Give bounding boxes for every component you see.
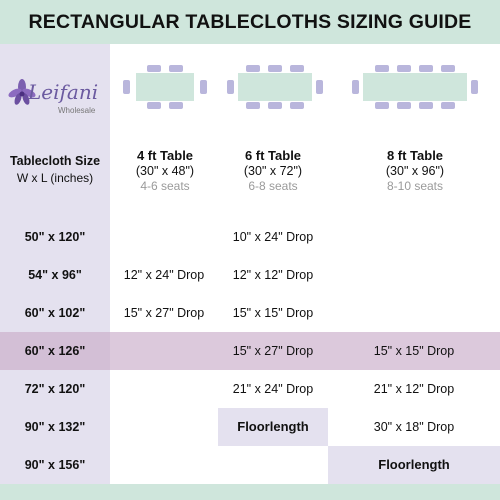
chair-icon	[200, 80, 207, 94]
fit-4ft	[110, 446, 218, 484]
chair-icon	[227, 80, 234, 94]
table-row-highlighted	[0, 332, 500, 370]
fit-6ft: 15" x 27" Drop	[232, 344, 314, 358]
table-header-4ft	[112, 148, 218, 193]
table-header-8ft	[330, 148, 500, 193]
chair-icon	[290, 65, 304, 72]
table-row	[0, 446, 500, 484]
fit-4ft: 12" x 24" Drop	[123, 268, 205, 282]
chair-icon	[397, 102, 411, 109]
chair-icon	[375, 102, 389, 109]
table-top	[136, 73, 194, 101]
table-top	[363, 73, 467, 101]
table-seats: 6-8 seats	[248, 179, 298, 193]
chair-icon	[316, 80, 323, 94]
fit-6ft: 10" x 24" Drop	[232, 230, 314, 244]
fit-6ft: 15" x 15" Drop	[232, 306, 314, 320]
fit-8ft: 21" x 12" Drop	[373, 382, 455, 396]
table-name: 8 ft Table	[386, 148, 444, 163]
brand-subtitle: Wholesale	[58, 106, 96, 115]
fit-4ft	[110, 332, 218, 370]
table-row	[0, 294, 500, 332]
brand-name: Leifani	[28, 80, 99, 104]
chair-icon	[441, 65, 455, 72]
table-row	[0, 218, 500, 256]
table-dimensions: (30" x 48")	[135, 164, 195, 178]
table-row	[0, 370, 500, 408]
table-top	[238, 73, 312, 101]
chair-icon	[268, 102, 282, 109]
chair-icon	[471, 80, 478, 94]
fit-8ft	[328, 218, 500, 256]
chair-icon	[397, 65, 411, 72]
chair-icon	[375, 65, 389, 72]
fit-4ft	[110, 218, 218, 256]
fit-4ft	[110, 370, 218, 408]
chair-icon	[352, 80, 359, 94]
fit-8ft	[328, 256, 500, 294]
table-row	[0, 256, 500, 294]
tablecloth-size: 60" x 102"	[24, 306, 86, 320]
table-header-6ft	[218, 148, 328, 193]
table-diagram-icon	[120, 62, 210, 112]
table-dimensions: (30" x 96")	[385, 164, 445, 178]
fit-6ft: 21" x 24" Drop	[232, 382, 314, 396]
footer-bar	[0, 484, 500, 500]
tablecloth-size: 72" x 120"	[24, 382, 86, 396]
fit-4ft: 15" x 27" Drop	[123, 306, 205, 320]
page-title: RECTANGULAR TABLECLOTHS SIZING GUIDE	[28, 11, 472, 33]
chair-icon	[268, 65, 282, 72]
chair-icon	[147, 102, 161, 109]
table-seats: 8-10 seats	[386, 179, 444, 193]
table-diagram-icon	[350, 62, 480, 112]
size-header-title: Tablecloth Size	[9, 154, 101, 168]
fit-8ft: 30" x 18" Drop	[373, 420, 455, 434]
table-diagram-icon	[225, 62, 325, 112]
chair-icon	[419, 65, 433, 72]
chair-icon	[441, 102, 455, 109]
tablecloth-size: 60" x 126"	[0, 332, 110, 370]
size-header-units: W x L (inches)	[16, 171, 94, 185]
chair-icon	[169, 102, 183, 109]
table-seats: 4-6 seats	[140, 179, 190, 193]
table-row	[0, 408, 500, 446]
chair-icon	[123, 80, 130, 94]
chair-icon	[246, 102, 260, 109]
fit-6ft	[218, 446, 328, 484]
chair-icon	[290, 102, 304, 109]
tablecloth-size: 54" x 96"	[28, 268, 82, 282]
table-name: 4 ft Table	[136, 148, 194, 163]
fit-8ft	[328, 294, 500, 332]
fit-8ft-floorlength: Floorlength	[328, 446, 500, 484]
fit-6ft-floorlength: Floorlength	[218, 408, 328, 446]
fit-8ft: 15" x 15" Drop	[373, 344, 455, 358]
table-dimensions: (30" x 72")	[243, 164, 303, 178]
chair-icon	[246, 65, 260, 72]
fit-6ft: 12" x 12" Drop	[232, 268, 314, 282]
chair-icon	[169, 65, 183, 72]
table-name: 6 ft Table	[244, 148, 302, 163]
chair-icon	[147, 65, 161, 72]
tablecloth-size: 50" x 120"	[24, 230, 86, 244]
fit-4ft	[110, 408, 218, 446]
chair-icon	[419, 102, 433, 109]
tablecloth-size: 90" x 156"	[24, 458, 86, 472]
size-column-header	[0, 154, 110, 185]
tablecloth-size: 90" x 132"	[24, 420, 86, 434]
